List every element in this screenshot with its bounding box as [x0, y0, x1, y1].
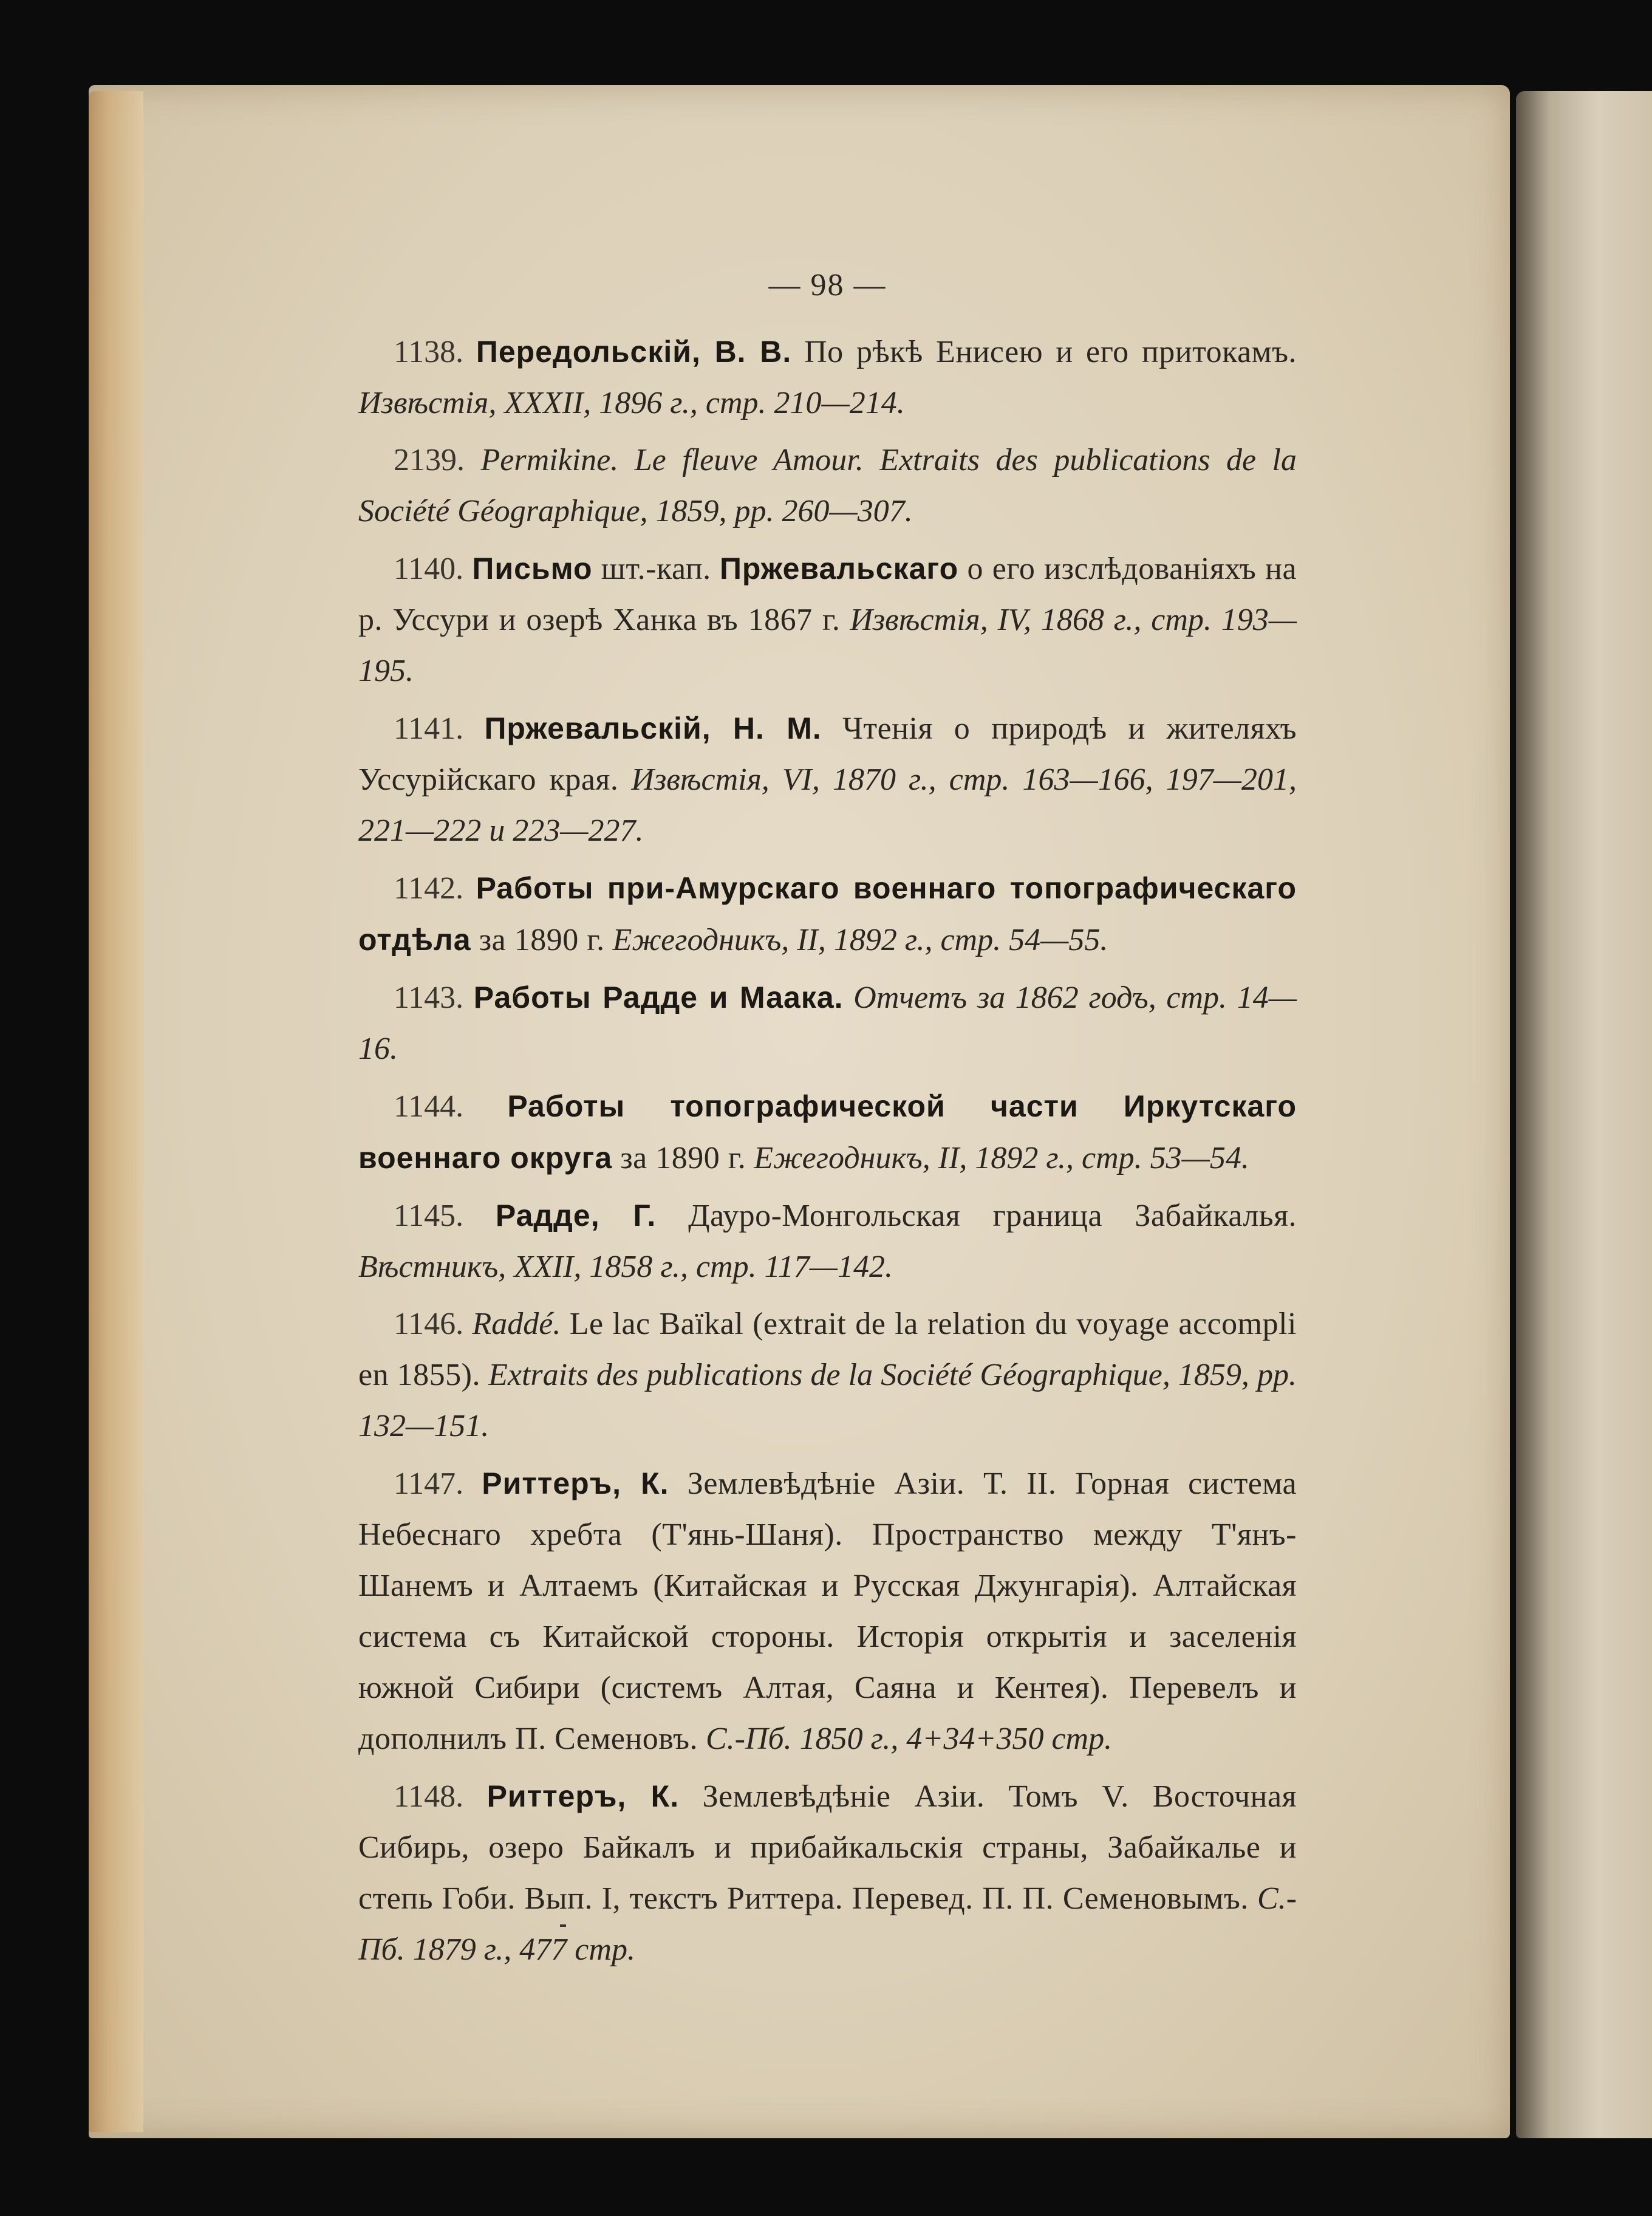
entry-source: С.-Пб. 1850 г., 4+34+350 стр. — [705, 1722, 1113, 1756]
entry-title: Землевѣдѣніе Азіи. Т. II. Горная система Небеснаго хребта (Т'янь-Шаня). Пространство между Т'янъ-Шанемъ и Алтаемъ (Китайская и Русская Джунгарія). Алтайская система съ Китайской стороны. Исторія открытія и заселенія южной Сибири (системъ Алтая, Саяна и Кентея). Перевелъ и дополнилъ П. Семеновъ. — [358, 1466, 1297, 1756]
bibliography-entry — [358, 543, 1297, 697]
entry-source: Извѣстія, IV, 1868 г., стр. 193—195. — [358, 603, 1297, 688]
entry-source: Отчетъ за 1862 годъ, стр. 14—16. — [358, 980, 1297, 1066]
ink-mark — [560, 1924, 566, 1927]
page-fore-edge — [89, 91, 143, 2132]
entry-title: за 1890 г. — [479, 923, 605, 957]
bibliography-entry — [358, 703, 1297, 857]
bibliography-entry — [358, 1081, 1297, 1184]
entry-source: Вѣстникъ, XXII, 1858 г., стр. 117—142. — [358, 1250, 893, 1284]
entry-author-secondary: Пржевальскаго — [719, 552, 959, 586]
entry-number: 1143. — [394, 980, 464, 1015]
bibliography-entry — [358, 326, 1297, 429]
entry-author: Работы Радде и Маака. — [473, 980, 844, 1014]
entry-author: Работы топографической части Иркутскаго военнаго округа — [358, 1089, 1297, 1175]
entry-number: 1148. — [394, 1779, 464, 1814]
entry-number: 1146. — [394, 1307, 464, 1341]
bibliography-entry — [358, 1190, 1297, 1293]
entry-number: 1145. — [394, 1199, 464, 1233]
entry-title: Землевѣдѣніе Азіи. Томъ V. Восточная Сибирь, озеро Байкалъ и прибайкальскія страны, Забайкалье и степь Гоби. Вып. I, текстъ Риттера. Перевед. П. П. Семеновымъ. — [358, 1779, 1297, 1916]
bibliography-entry — [358, 1458, 1297, 1765]
entry-number: 1140. — [394, 552, 464, 586]
bibliography-entry — [358, 1299, 1297, 1452]
bibliography-entry — [358, 435, 1297, 537]
entry-source: Извѣстія, VI, 1870 г., стр. 163—166, 197—201, 221—222 и 223—227. — [358, 762, 1297, 848]
entry-author: Работы при-Амурскаго военнаго топографическаго отдѣла — [358, 871, 1297, 957]
entry-title: за 1890 г. — [620, 1141, 746, 1175]
entry-author: Письмо — [472, 552, 593, 586]
entry-source: Permikine. Le fleuve Amour. Extraits des publications de la Société Géographique, 1859, pp. 260—307. — [358, 443, 1297, 528]
entry-source: Ежегодникъ, II, 1892 г., стр. 54—55. — [612, 923, 1108, 957]
entry-number: 1147. — [394, 1466, 464, 1501]
entry-author: Риттеръ, К. — [486, 1779, 680, 1813]
entry-title: Дауро-Монгольская граница Забайкалья. — [688, 1199, 1297, 1233]
entry-source: С.-Пб. 1879 г., 477 стр. — [358, 1881, 1297, 1967]
entry-author: Raddé. — [472, 1307, 561, 1341]
entry-author: Риттеръ, К. — [482, 1466, 669, 1500]
entry-author: Передольскій, В. В. — [476, 335, 792, 369]
entry-title: Чтенія о природѣ и жителяхъ Уссурійскаго края. — [358, 711, 1297, 797]
bibliography-entry — [358, 972, 1297, 1075]
bibliography-entry — [358, 1771, 1297, 1975]
entry-source: Extraits des publications de la Société Géographique, 1859, pp. 132—151. — [358, 1358, 1297, 1443]
bibliography-entry — [358, 863, 1297, 966]
entry-title-secondary: о его изслѣдованіяхъ на р. Уссури и озерѣ Ханка въ 1867 г. — [358, 552, 1297, 637]
page-content — [358, 267, 1297, 1982]
entry-number: 2139. — [394, 443, 465, 477]
entry-number: 1144. — [394, 1089, 464, 1124]
page-number: — 98 — — [768, 268, 887, 303]
entry-title: Le lac Baïkal (extrait de la relation du voyage accompli en 1855). — [358, 1307, 1297, 1392]
entry-author: Радде, Г. — [495, 1199, 657, 1233]
facing-page-edge — [1516, 91, 1652, 2138]
entry-number: 1138. — [394, 335, 464, 369]
entry-author: Пржевальскій, Н. М. — [484, 711, 822, 745]
entry-number: 1141. — [394, 711, 464, 746]
entry-title: шт.-кап. — [601, 552, 711, 586]
entry-title: По рѣкѣ Енисею и его притокамъ. — [804, 335, 1297, 369]
entry-source: Ежегодникъ, II, 1892 г., стр. 53—54. — [754, 1141, 1249, 1175]
entry-number: 1142. — [394, 871, 464, 906]
entry-source: Извѣстія, XXXII, 1896 г., стр. 210—214. — [358, 386, 905, 420]
